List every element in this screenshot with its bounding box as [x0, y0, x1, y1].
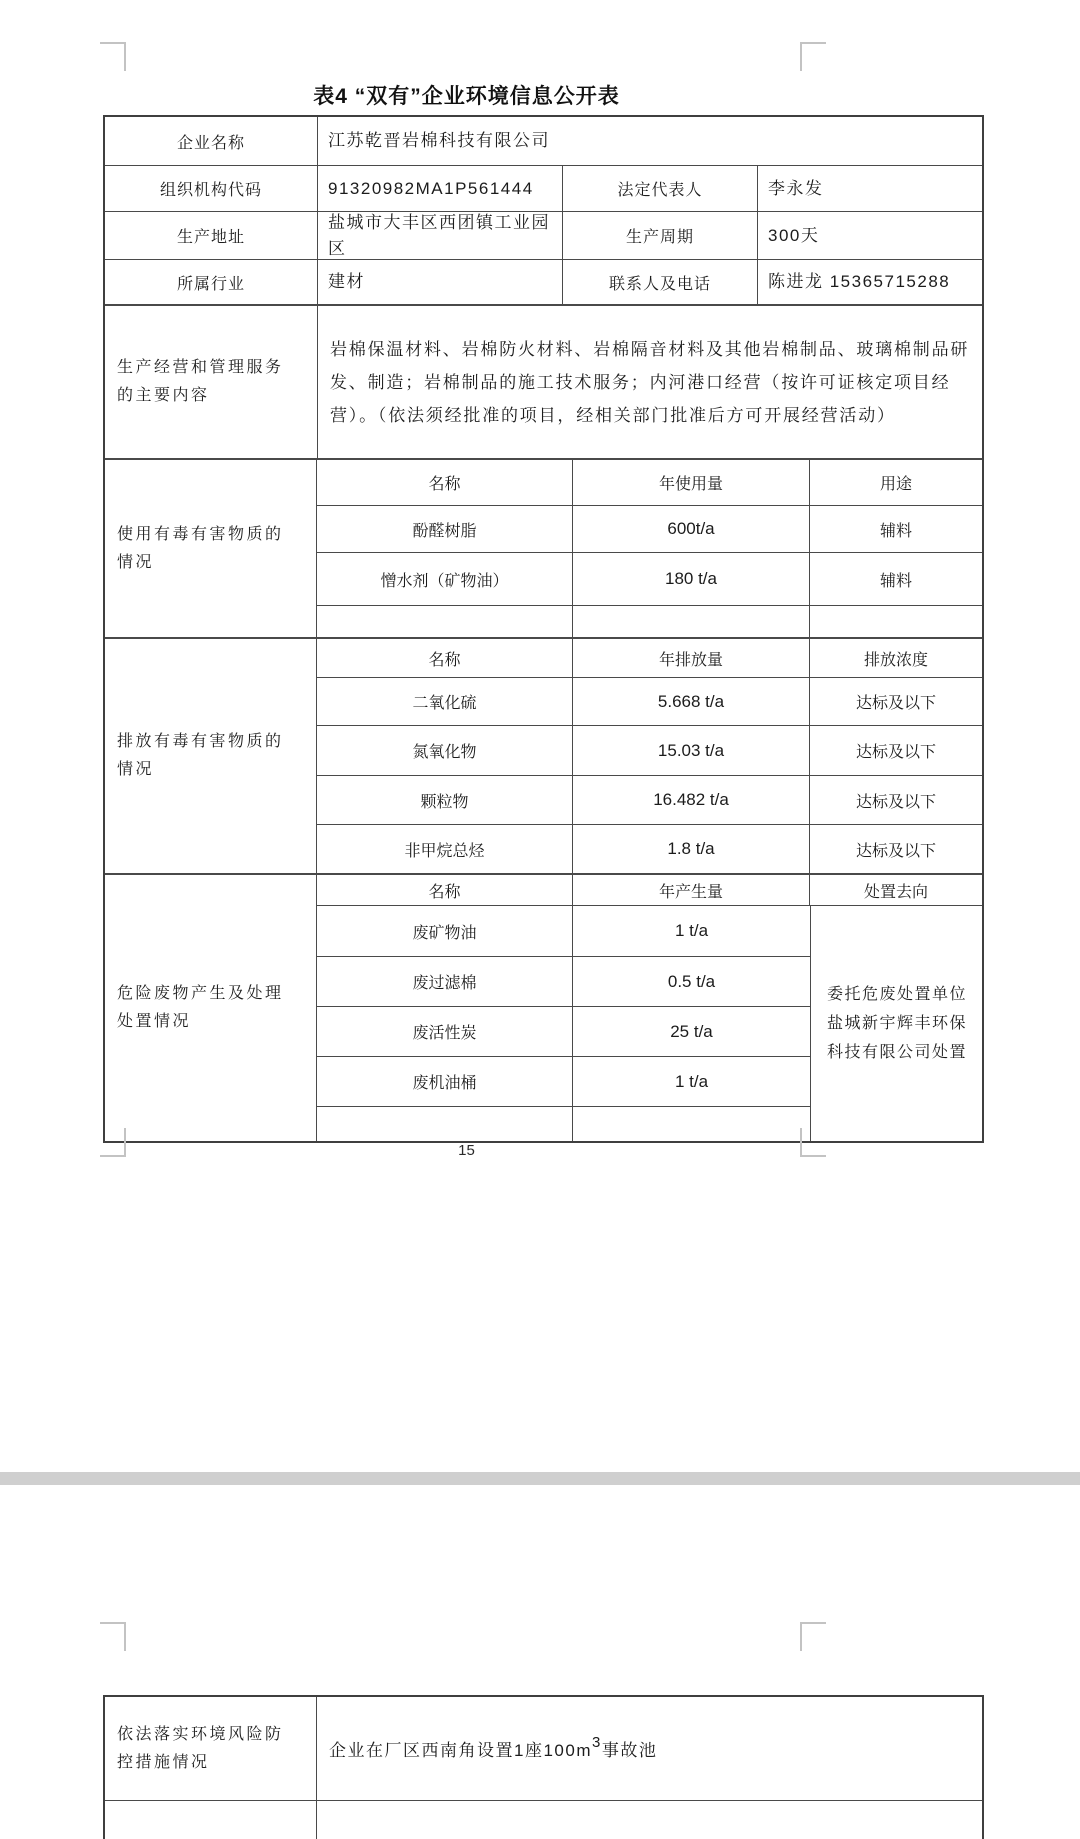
table-row-waste-3	[317, 1006, 810, 1056]
table-row-waste-1	[317, 906, 810, 956]
cell-amount: 1 t/a	[572, 906, 810, 956]
section-emissions	[105, 637, 982, 873]
cell-name: 废机油桶	[412, 1075, 477, 1092]
cell-name: 二氧化硫	[412, 695, 477, 712]
cell-name: 废过滤棉	[412, 975, 477, 992]
cell-name: 颗粒物	[420, 793, 469, 811]
cell-amount	[572, 606, 809, 637]
cell-amount: 5.668 t/a	[572, 678, 809, 725]
cell-name: 憎水剂（矿物油）	[380, 572, 509, 590]
section-hazardous-waste	[105, 873, 982, 1141]
table-row-next-partial	[105, 1800, 982, 1839]
row-label-empty	[105, 1801, 317, 1839]
cell-amount: 180 t/a	[572, 553, 809, 605]
disposal-destination-cell: 委托危废处置单位盐城新宇辉丰环保科技有限公司处置	[810, 906, 982, 1141]
row-label-business-scope: 生产经营和管理服务的主要内容	[117, 359, 284, 404]
col-header-annual-emission: 年排放量	[572, 639, 809, 677]
section-body-emissions	[317, 639, 982, 873]
header-row-toxic-use	[317, 460, 982, 505]
col-header-annual-use: 年使用量	[572, 460, 809, 505]
row-value-address: 盐城市大丰区西团镇工业园区	[317, 212, 562, 259]
crop-mark-page2-top-right	[800, 1622, 826, 1651]
col-header-name: 名称	[428, 883, 461, 901]
table-row-org-code	[105, 165, 982, 211]
row-label-industry: 所属行业	[176, 275, 245, 293]
cell-name: 非甲烷总烃	[404, 842, 485, 860]
cell-name: 氮氧化物	[412, 744, 477, 761]
col-header-disposal: 处置去向	[809, 875, 982, 905]
risk-table	[103, 1695, 984, 1839]
row-label-legal-rep: 法定代表人	[562, 166, 757, 211]
row-label-risk-control: 依法落实环境风险防控措施情况	[105, 1697, 317, 1800]
cell-amount: 1 t/a	[572, 1057, 810, 1106]
header-row-emissions	[317, 639, 982, 677]
col-header-name: 名称	[428, 476, 461, 493]
col-header-concentration: 排放浓度	[809, 639, 982, 677]
col-header-annual-output: 年产生量	[572, 875, 809, 905]
table-row-emission-2	[317, 725, 982, 775]
risk-value-suffix: 事故池	[601, 1741, 658, 1760]
page-separator	[0, 1472, 1080, 1485]
table-row-business-scope	[105, 304, 982, 458]
row-value-contact: 陈进龙 15365715288	[757, 260, 982, 304]
table-row-toxic-1	[317, 505, 982, 552]
table-row-address	[105, 211, 982, 259]
cell-concentration: 达标及以下	[809, 825, 982, 873]
row-label-contact: 联系人及电话	[562, 260, 757, 304]
cell-name: 废活性炭	[412, 1025, 477, 1042]
cell-name: 酚醛树脂	[412, 522, 477, 540]
table-row-risk-control	[105, 1697, 982, 1800]
table-row-emission-1	[317, 677, 982, 725]
table-row-industry	[105, 259, 982, 304]
table-row-toxic-2	[317, 552, 982, 605]
row-label-company: 企业名称	[176, 134, 245, 152]
section-body-hazardous-waste	[317, 875, 982, 1141]
col-header-usage: 用途	[809, 460, 982, 505]
row-value-cycle: 300天	[757, 212, 982, 259]
row-value-risk-control	[317, 1697, 982, 1800]
table-row-waste-4	[317, 1056, 810, 1106]
row-value-company: 江苏乾晋岩棉科技有限公司	[317, 117, 982, 165]
page-number: 15	[458, 1142, 475, 1159]
row-value-org-code: 91320982MA1P561444	[317, 166, 562, 211]
row-value-legal-rep: 李永发	[757, 166, 982, 211]
cell-amount: 1.8 t/a	[572, 825, 809, 873]
cell-usage	[809, 606, 982, 637]
cell-name	[317, 606, 572, 637]
table-row-company	[105, 117, 982, 165]
row-label-org-code: 组织机构代码	[159, 182, 262, 199]
table-row-emission-3	[317, 775, 982, 824]
cell-amount: 16.482 t/a	[572, 776, 809, 824]
header-row-hazardous	[317, 875, 982, 905]
crop-mark-page1-top-left	[100, 42, 126, 71]
section-body-toxic-use	[317, 460, 982, 637]
info-table	[103, 115, 984, 1143]
table-row-waste-2	[317, 956, 810, 1006]
cell-concentration: 达标及以下	[809, 726, 982, 775]
row-label-address: 生产地址	[176, 229, 245, 246]
cell-amount	[572, 1107, 810, 1141]
cell-amount: 0.5 t/a	[572, 957, 810, 1006]
table-row-waste-empty	[317, 1106, 810, 1141]
hazardous-body	[317, 905, 982, 1141]
hazardous-rows	[317, 906, 810, 1141]
cell-amount: 600t/a	[572, 506, 809, 552]
cell-usage: 辅料	[809, 553, 982, 605]
row-label-cycle: 生产周期	[562, 212, 757, 259]
section-label-emissions: 排放有毒有害物质的情况	[105, 639, 317, 873]
cell-name	[317, 1107, 572, 1141]
cell-concentration: 达标及以下	[809, 776, 982, 824]
cell-concentration: 达标及以下	[809, 678, 982, 725]
risk-value-text: 企业在厂区西南角设置1座100m	[329, 1741, 592, 1760]
crop-mark-page1-top-right	[800, 42, 826, 71]
section-toxic-use	[105, 458, 982, 637]
row-value-empty	[317, 1801, 982, 1839]
cell-amount: 15.03 t/a	[572, 726, 809, 775]
col-header-name: 名称	[428, 651, 461, 669]
table-row-emission-4	[317, 824, 982, 873]
section-label-toxic-use: 使用有毒有害物质的情况	[105, 460, 317, 637]
row-value-industry: 建材	[317, 260, 562, 304]
page-title: 表4 “双有”企业环境信息公开表	[313, 85, 620, 108]
section-label-hazardous-waste: 危险废物产生及处理处置情况	[105, 875, 317, 1141]
row-value-business-scope: 岩棉保温材料、岩棉防火材料、岩棉隔音材料及其他岩棉制品、玻璃棉制品研发、制造；岩棉制品的施工技术服务；内河港口经营（按许可证核定项目经营）。（依法须经批准的项目，经相关部门批准后方可开展经营活动）	[317, 306, 982, 458]
crop-mark-page2-top-left	[100, 1622, 126, 1651]
cell-name: 废矿物油	[412, 924, 477, 942]
table-row-toxic-empty	[317, 605, 982, 637]
cell-amount: 25 t/a	[572, 1007, 810, 1056]
risk-value-superscript: 3	[591, 1734, 602, 1751]
cell-usage: 辅料	[809, 506, 982, 552]
